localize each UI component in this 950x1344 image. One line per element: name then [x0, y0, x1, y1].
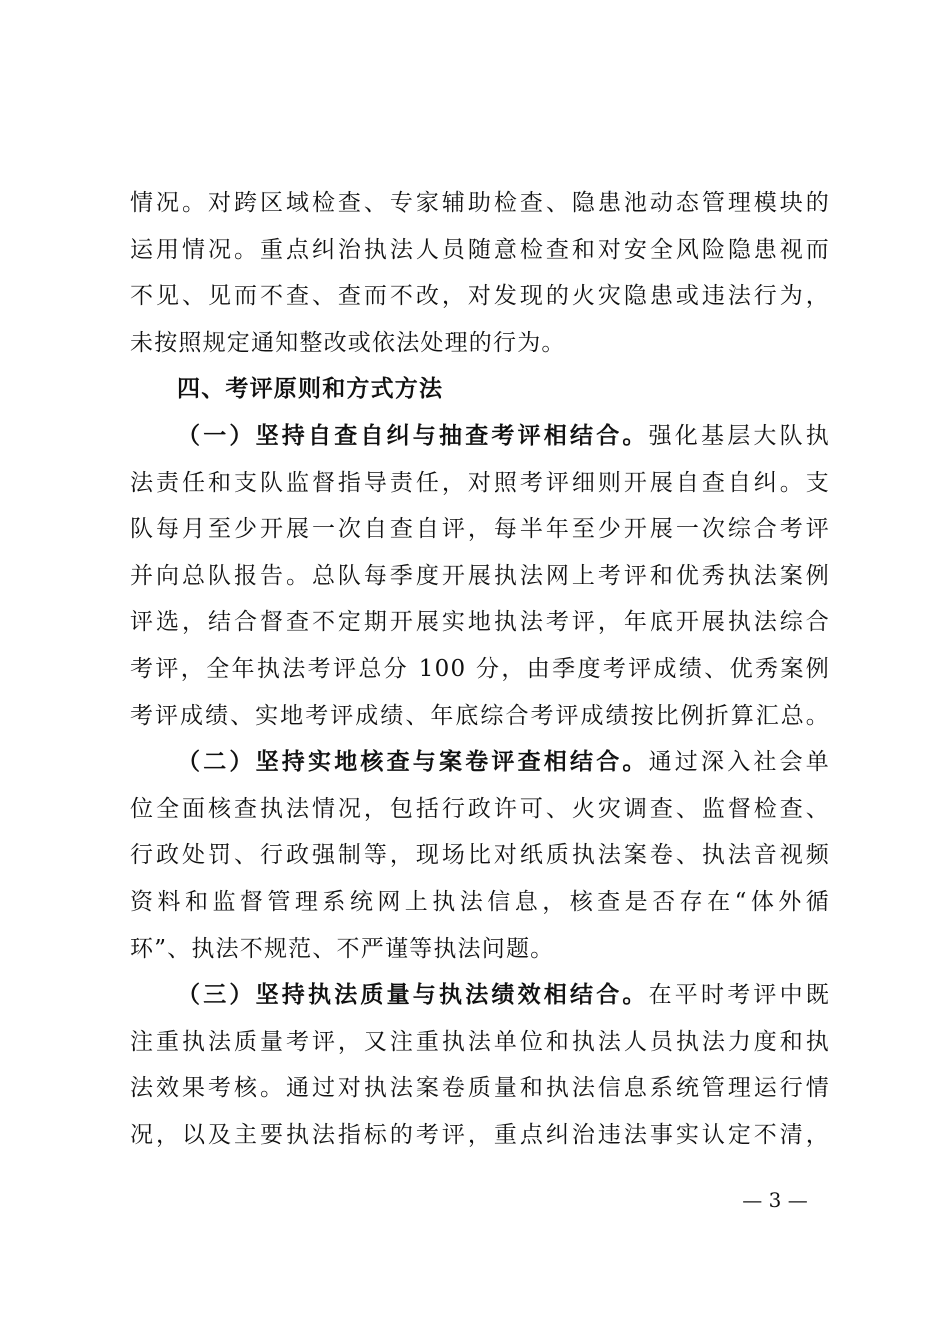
text-line: 情况。对跨区域检查、专家辅助检查、隐患池动态管理模块的: [130, 190, 830, 216]
text-run: 强化基层大队执: [648, 422, 830, 449]
text-line: 行政处罚、行政强制等，现场比对纸质执法案卷、执法音视频: [130, 842, 830, 869]
subsection-heading: （三）坚持执法质量与执法绩效相结合。: [177, 981, 649, 1009]
paragraph-continuation: [130, 180, 830, 366]
document-body: [130, 180, 830, 1158]
text-line: [130, 739, 830, 786]
paragraph-principle-3: [130, 972, 830, 1158]
text-line: 队每月至少开展一次自查自评，每半年至少开展一次综合考评: [130, 516, 830, 543]
text-line: 法效果考核。通过对执法案卷质量和执法信息系统管理运行情: [130, 1075, 830, 1102]
text-run: 在平时考评中既: [648, 982, 830, 1009]
text-line: 运用情况。重点纠治执法人员随意检查和对安全风险隐患视而: [130, 236, 830, 263]
text-run: 通过深入社会单: [648, 749, 830, 776]
text-line: 注重执法质量考评，又注重执法单位和执法人员执法力度和执: [130, 1028, 830, 1055]
text-line: 考评，全年执法考评总分 100 分，由季度考评成绩、优秀案例: [130, 655, 830, 682]
text-line: [130, 413, 830, 460]
paragraph-principle-2: [130, 739, 830, 972]
text-line: 考评成绩、实地考评成绩、年底综合考评成绩按比例折算汇总。: [130, 702, 830, 729]
text-line: 法责任和支队监督指导责任，对照考评细则开展自查自纠。支: [130, 469, 830, 496]
text-line: 不见、见而不查、查而不改，对发现的火灾隐患或违法行为，: [130, 283, 830, 310]
text-line: 评选，结合督查不定期开展实地执法考评，年底开展执法综合: [130, 609, 830, 636]
page-number: — 3 —: [742, 1188, 808, 1212]
text-line: [130, 972, 830, 1019]
text-line: 环”、执法不规范、不严谨等执法问题。: [130, 935, 555, 962]
text-line: 况，以及主要执法指标的考评，重点纠治违法事实认定不清，: [130, 1121, 830, 1148]
text-line: 未按照规定通知整改或依法处理的行为。: [130, 329, 566, 356]
paragraph-principle-1: [130, 413, 830, 739]
text-line: 并向总队报告。总队每季度开展执法网上考评和优秀执法案例: [130, 562, 830, 589]
subsection-heading: （一）坚持自查自纠与抽查考评相结合。: [177, 421, 649, 449]
subsection-heading: （二）坚持实地核查与案卷评查相结合。: [177, 748, 649, 776]
text-line: 资料和监督管理系统网上执法信息，核查是否存在“体外循: [130, 888, 830, 915]
section-heading: 四、考评原则和方式方法: [177, 376, 444, 403]
text-line: 位全面核查执法情况，包括行政许可、火灾调查、监督检查、: [130, 795, 830, 822]
